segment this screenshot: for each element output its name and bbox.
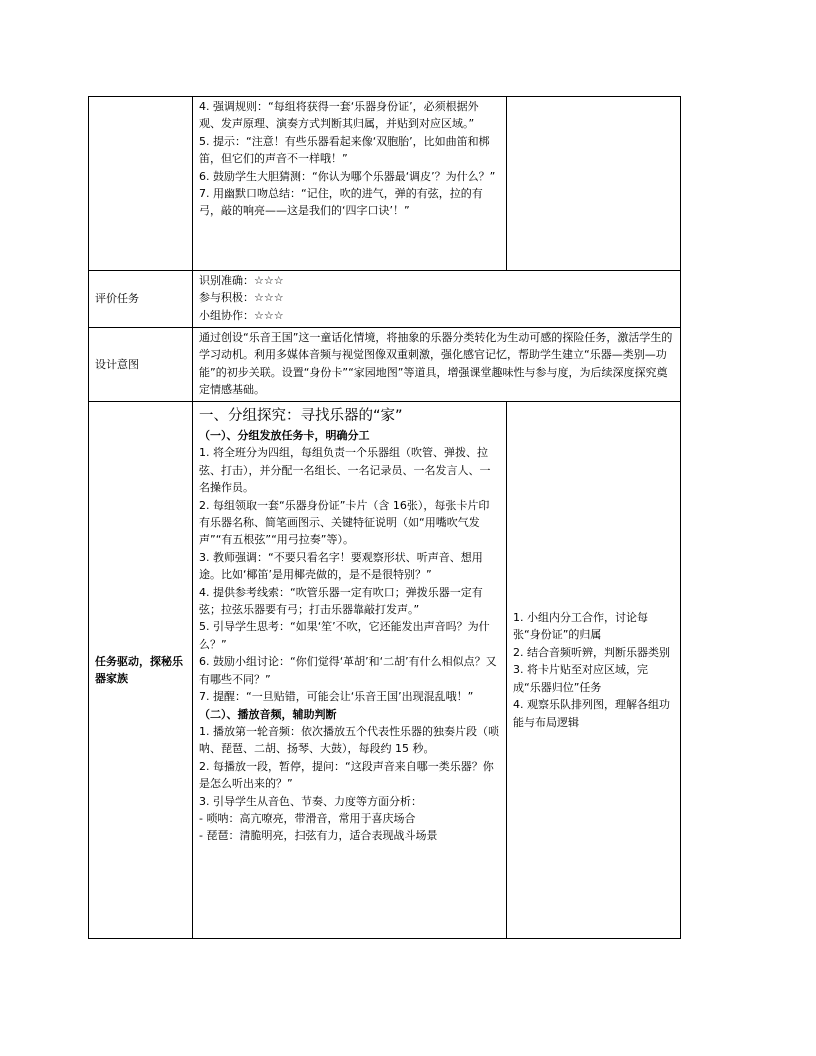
evaluation-item-name: 参与积极： [199, 291, 254, 305]
activity-line: 1. 小组内分工合作，讨论每张“身份证”的归属 [513, 611, 648, 642]
lesson-plan-table [88, 96, 681, 939]
row-design-intent [89, 328, 681, 402]
task-line: 1. 将全班分为四组，每组负责一个乐器组（吹管、弹拨、拉弦、打击），并分配一名组长、一名记录员、一名发言人、一名操作员。 [199, 446, 491, 495]
activity-line: 4. 观察乐队排列图，理解各组功能与布局逻辑 [513, 698, 670, 729]
step-line: 4. 强调规则：“每组将获得一套‘乐器身份证’，必须根据外观、发声原理、演奏方式判断其归属，并贴到对应区域。” [199, 100, 479, 131]
subsection-title: （一）、分组发放任务卡，明确分工 [199, 429, 370, 442]
step-line: 5. 提示：“注意！有些乐器看起来像‘双胞胎’，比如曲笛和梆笛，但它们的声音不一样哦！” [199, 134, 490, 166]
student-activity-cell [507, 402, 681, 939]
design-intent-label: 设计意图 [89, 328, 193, 402]
task-line: 7. 提醒：“一旦贴错，可能会让‘乐音王国’出现混乱哦！” [199, 690, 474, 704]
evaluation-item [199, 272, 674, 289]
evaluation-label: 评价任务 [89, 271, 193, 328]
star-rating: ☆☆☆ [254, 274, 284, 287]
task-line: 6. 鼓励小组讨论：“你们觉得‘革胡’和‘二胡’有什么相似点？又有哪些不同？” [199, 655, 497, 686]
activity-line: 3. 将卡片贴至对应区域，完成“乐器归位”任务 [513, 663, 648, 694]
step-line: 7. 用幽默口吻总结：“记住，吹的进气，弹的有弦，拉的有弓，敲的响亮——这是我们的‘四字口诀’！” [199, 187, 483, 218]
star-rating: ☆☆☆ [254, 308, 284, 322]
activity-line: 2. 结合音频听辨，判断乐器类别 [513, 645, 670, 659]
row-evaluation [89, 271, 681, 328]
steps-cell [193, 97, 507, 271]
evaluation-item-name: 小组协作： [199, 308, 254, 322]
subsection-title: （二）、播放音频，辅助判断 [199, 707, 337, 721]
task-line: 4. 提供参考线索：“吹管乐器一定有吹口；弹拨乐器一定有弦；拉弦乐器要有弓；打击乐器靠敲打发声。” [199, 585, 483, 617]
row-task-driven [89, 402, 681, 939]
task-line: 2. 每播放一段，暂停，提问：“这段声音来自哪一类乐器？你是怎么听出来的？” [199, 759, 494, 791]
row-continued-steps [89, 97, 681, 271]
task-label: 任务驱动，探秘乐器家族 [89, 402, 193, 939]
evaluation-item-name: 识别准确： [199, 274, 254, 287]
step-line: 6. 鼓励学生大胆猜测：“你认为哪个乐器最‘调皮’？为什么？” [199, 169, 496, 183]
evaluation-item [199, 307, 674, 324]
task-line: 3. 教师强调：“不要只看名字！要观察形状、听声音、想用途。比如‘椰笛’是用椰壳做的，是不是很特别？” [199, 550, 483, 582]
task-line: - 唢呐：高亢嘹亮，带滑音，常用于喜庆场合 [199, 811, 416, 825]
empty-label-cell [89, 97, 193, 271]
empty-activity-cell [507, 97, 681, 271]
task-line: - 琵琶：清脆明亮，扫弦有力，适合表现战斗场景 [199, 829, 438, 843]
task-line: 1. 播放第一轮音频：依次播放五个代表性乐器的独奏片段（唢呐、琵琶、二胡、扬琴、大鼓），每段约 15 秒。 [199, 724, 499, 756]
evaluation-cell [193, 271, 681, 328]
task-line: 2. 每组领取一套“乐器身份证”卡片（含 16张），每张卡片印有乐器名称、简笔画图示、关键特征说明（如“用嘴吹气发声”“有五根弦”“用弓拉奏”等）。 [199, 498, 490, 547]
evaluation-item [199, 289, 674, 306]
task-content-cell [193, 402, 507, 939]
section-title: 一、分组探究：寻找乐器的“家” [199, 408, 403, 424]
star-rating: ☆☆☆ [254, 291, 284, 305]
task-line: 5. 引导学生思考：“如果‘笙’不吹，它还能发出声音吗？为什么？” [199, 620, 490, 651]
design-intent-cell: 通过创设“乐音王国”这一童话化情境，将抽象的乐器分类转化为生动可感的探险任务，激活学生的学习动机。利用多媒体音频与视觉图像双重刺激，强化感官记忆，帮助学生建立“乐器—类别—功能”的初步关联。设置“身份卡”“家园地图”等道具，增强课堂趣味性与参与度，为后续深度探究奠定情感基础。 [193, 328, 681, 402]
task-line: 3. 引导学生从音色、节奏、力度等方面分析： [199, 794, 422, 808]
